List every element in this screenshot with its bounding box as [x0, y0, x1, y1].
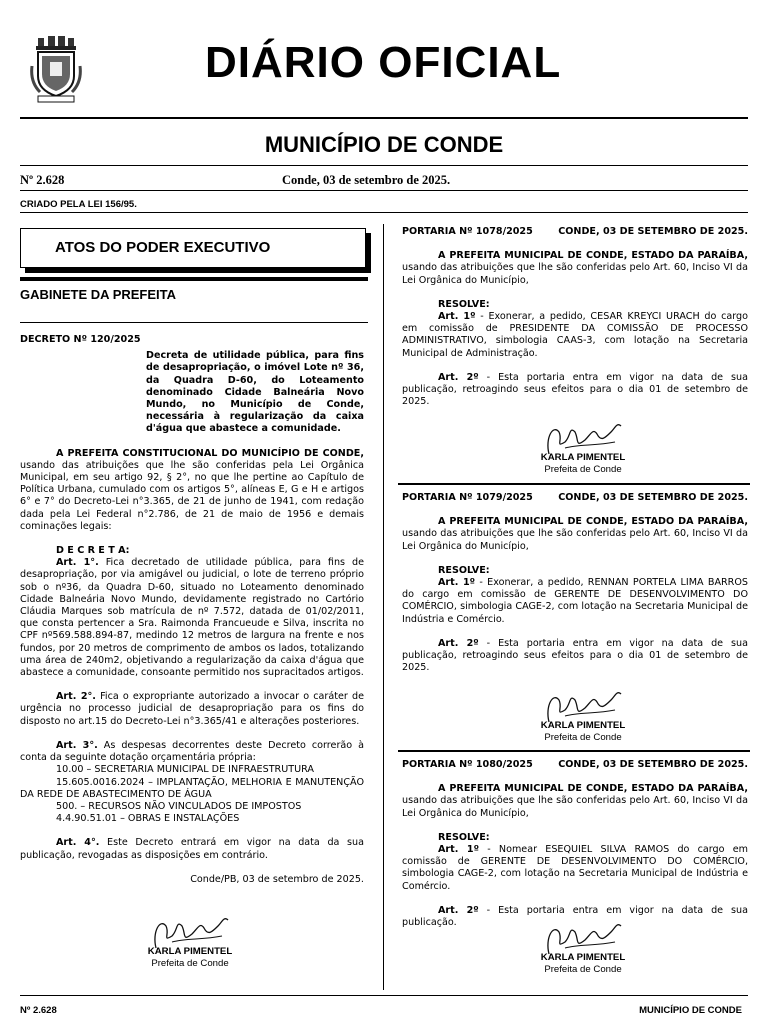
- budget-line: 10.00 – SECRETARIA MUNICIPAL DE INFRAESTRUTURA: [56, 764, 314, 776]
- divider: [20, 190, 748, 191]
- signature-block: [508, 918, 658, 975]
- divider: [20, 995, 748, 996]
- signature-role: Prefeita de Conde: [544, 731, 622, 743]
- signature-name: KARLA PIMENTEL: [540, 452, 626, 463]
- divider: [20, 322, 368, 323]
- budget-line: 4.4.90.51.01 – OBRAS E INSTALAÇÕES: [56, 813, 240, 825]
- portaria-intro: A PREFEITA MUNICIPAL DE CONDE, ESTADO DA PARAÍBA, usando das atribuições que lhe são conferidas pelo Art. 60, Inciso VI da Lei Orgânica do Município,: [402, 516, 748, 552]
- divider: [398, 750, 750, 752]
- budget-line: 15.605.0016.2024 – IMPLANTAÇÃO, MELHORIA E MANUTENÇÃO DA REDE DE ABASTECIMENTO DE ÁGUA: [20, 776, 364, 800]
- column-separator: [383, 224, 384, 990]
- signature-name: KARLA PIMENTEL: [540, 720, 626, 731]
- footer-municipality: MUNICÍPIO DE CONDE: [639, 1005, 742, 1016]
- footer-number: Nº 2.628: [20, 1005, 57, 1016]
- signature-block: [120, 912, 260, 969]
- budget-line: 500. – RECURSOS NÃO VINCULADOS DE IMPOSTOS: [56, 800, 302, 812]
- signature-name: KARLA PIMENTEL: [147, 946, 233, 957]
- decree-decreta: D E C R E T A:: [56, 545, 130, 557]
- decree-art3: Art. 3°. As despesas decorrentes deste Decreto correrão à conta da seguinte dotação orçamentária própria:: [20, 739, 365, 764]
- municipal-coat-of-arms-icon: [30, 36, 82, 104]
- portaria-resolve: RESOLVE:: [438, 298, 490, 310]
- portaria-art1: Art. 1º - Exonerar, a pedido, RENNAN PORTELA LIMA BARROS do cargo em comissão de GERENTE DE DESENVOLVIMENTO DO COMÉRCIO, simbologia CAGE-2, com lotação na Secretaria Municipal de Indústria e Comércio.: [402, 577, 748, 625]
- portaria-number: PORTARIA Nº 1080/2025: [402, 759, 533, 770]
- section-box-title: ATOS DO PODER EXECUTIVO: [55, 239, 271, 256]
- created-by-law: CRIADO PELA LEI 156/95.: [20, 199, 137, 210]
- portaria-1078: [402, 226, 748, 408]
- portaria-header: [402, 492, 748, 504]
- signature-block: [508, 418, 658, 475]
- portaria-art2: Art. 2º - Esta portaria entra em vigor na data de sua publicação.: [402, 904, 748, 929]
- portaria-art2: Art. 2º - Esta portaria entra em vigor na data de sua publicação, retroagindo seus efeitos para o dia 01 de setembro de 2025.: [402, 637, 748, 674]
- divider: [20, 212, 748, 213]
- divider: [20, 277, 368, 281]
- divider: [20, 117, 748, 119]
- portaria-1079: [402, 492, 748, 674]
- portaria-intro: A PREFEITA MUNICIPAL DE CONDE, ESTADO DA PARAÍBA, usando das atribuições que lhe são conferidas pelo Art. 60, Inciso VI da Lei Orgânica do Município,: [402, 250, 748, 286]
- signature-role: Prefeita de Conde: [544, 963, 622, 975]
- section-box: [20, 228, 366, 268]
- decree-art2: Art. 2°. Fica o expropriante autorizado a invocar o caráter de urgência no processo judicial de desapropriação para os fins do disposto no art.15 do Decreto-Lei n°3.365/41 e alterações posteriores.: [20, 691, 364, 727]
- municipality-title: MUNICÍPIO DE CONDE: [264, 132, 504, 157]
- portaria-date: CONDE, 03 DE SETEMBRO DE 2025.: [558, 759, 748, 770]
- portaria-date: CONDE, 03 DE SETEMBRO DE 2025.: [558, 492, 748, 503]
- portaria-resolve: RESOLVE:: [438, 564, 490, 576]
- portaria-header: [402, 759, 748, 771]
- edition-date: Conde, 03 de setembro de 2025.: [282, 173, 451, 187]
- decree-summary: Decreta de utilidade pública, para fins de desapropriação, o imóvel Lote nº 36, da Quadra D-60, do Loteamento denominado Cidade Balneária Novo Mundo, no Município de Conde, necessária à regularização da caixa d'água que abastece a comunidade.: [146, 350, 364, 435]
- portaria-1080: [402, 759, 748, 929]
- section-heading: GABINETE DA PREFEITA: [20, 287, 177, 302]
- portaria-art1: Art. 1º - Exonerar, a pedido, CESAR KREYCI URACH do cargo em comissão de PRESIDENTE DA COMISSÃO DE PROCESSO ADMINISTRATIVO, simbologia CAAS-3, com lotação na Secretaria Municipal de Administração.: [402, 311, 748, 359]
- divider: [20, 165, 748, 166]
- signature-role: Prefeita de Conde: [151, 957, 229, 969]
- portaria-art1: Art. 1º - Nomear ESEQUIEL SILVA RAMOS do cargo em comissão de GERENTE DE DESENVOLVIMENTO DO COMÉRCIO, simbologia CAGE-2, com lotação na Secretaria Municipal de Indústria e Comércio.: [402, 844, 748, 892]
- decree-place-date: Conde/PB, 03 de setembro de 2025.: [190, 873, 364, 885]
- portaria-number: PORTARIA Nº 1078/2025: [402, 226, 533, 237]
- portaria-intro: A PREFEITA MUNICIPAL DE CONDE, ESTADO DA PARAÍBA, usando das atribuições que lhe são conferidas pelo Art. 60, Inciso VI da Lei Orgânica do Município,: [402, 783, 748, 819]
- edition-number: Nº 2.628: [20, 173, 65, 187]
- portaria-resolve: RESOLVE:: [438, 831, 490, 843]
- decree-art1: Art. 1°. Fica decretado de utilidade pública, para fins de desapropriação, por via amigável ou judicial, o lote de terreno próprio sob o nº36, da Quadra D-60, situado no Loteamento denominado Cidade Balneária Novo Mundo, devidamente registrado no Cartório Cláudia Marques sob matrícula de nº 7.572, datada de 01/02/2011, que consta pertencer a Sra. Raimonda Francueude e Silva, inscrita no CPF nº569.588.894-87, medindo 12 metros de largura na frente e nos fundos, por 20 metros de comprimento de ambos os lados, totalizando uma área de 240m2, objetivando a regularização da caixa d'água que abastece a comunidade, consoante permitido nos supracitados artigos.: [20, 557, 365, 679]
- masthead-title: DIÁRIO OFICIAL: [205, 38, 562, 87]
- signature-block: [508, 686, 658, 743]
- decree-block: [20, 334, 364, 886]
- decree-number: DECRETO Nº 120/2025: [20, 334, 141, 345]
- portaria-header: [402, 226, 748, 238]
- portaria-date: CONDE, 03 DE SETEMBRO DE 2025.: [558, 226, 748, 237]
- signature-name: KARLA PIMENTEL: [540, 952, 626, 963]
- divider: [398, 483, 750, 485]
- signature-role: Prefeita de Conde: [544, 463, 622, 475]
- decree-art4: Art. 4°. Este Decreto entrará em vigor na data da sua publicação, revogadas as disposições em contrário.: [20, 837, 364, 861]
- portaria-number: PORTARIA Nº 1079/2025: [402, 492, 533, 503]
- decree-preamble: A PREFEITA CONSTITUCIONAL DO MUNICÍPIO DE CONDE, usando das atribuições que lhe são conferidas pela Lei Orgânica Municipal, em seu artigo 92, § 2°, no que lhe pertine ao Capítulo de Política Urbana, cumulado com os artigos 5°, alíneas E, G e H e artigos 6° e 7° do Decreto-Lei n°3.365, de 21 de junho de 1941, com redação dada pela Lei Federal n°2.786, de 21 de maio de 1956 e demais cominações legais:: [20, 447, 364, 532]
- portaria-art2: Art. 2º - Esta portaria entra em vigor na data de sua publicação, retroagindo seus efeitos para o dia 01 de setembro de 2025.: [402, 371, 748, 408]
